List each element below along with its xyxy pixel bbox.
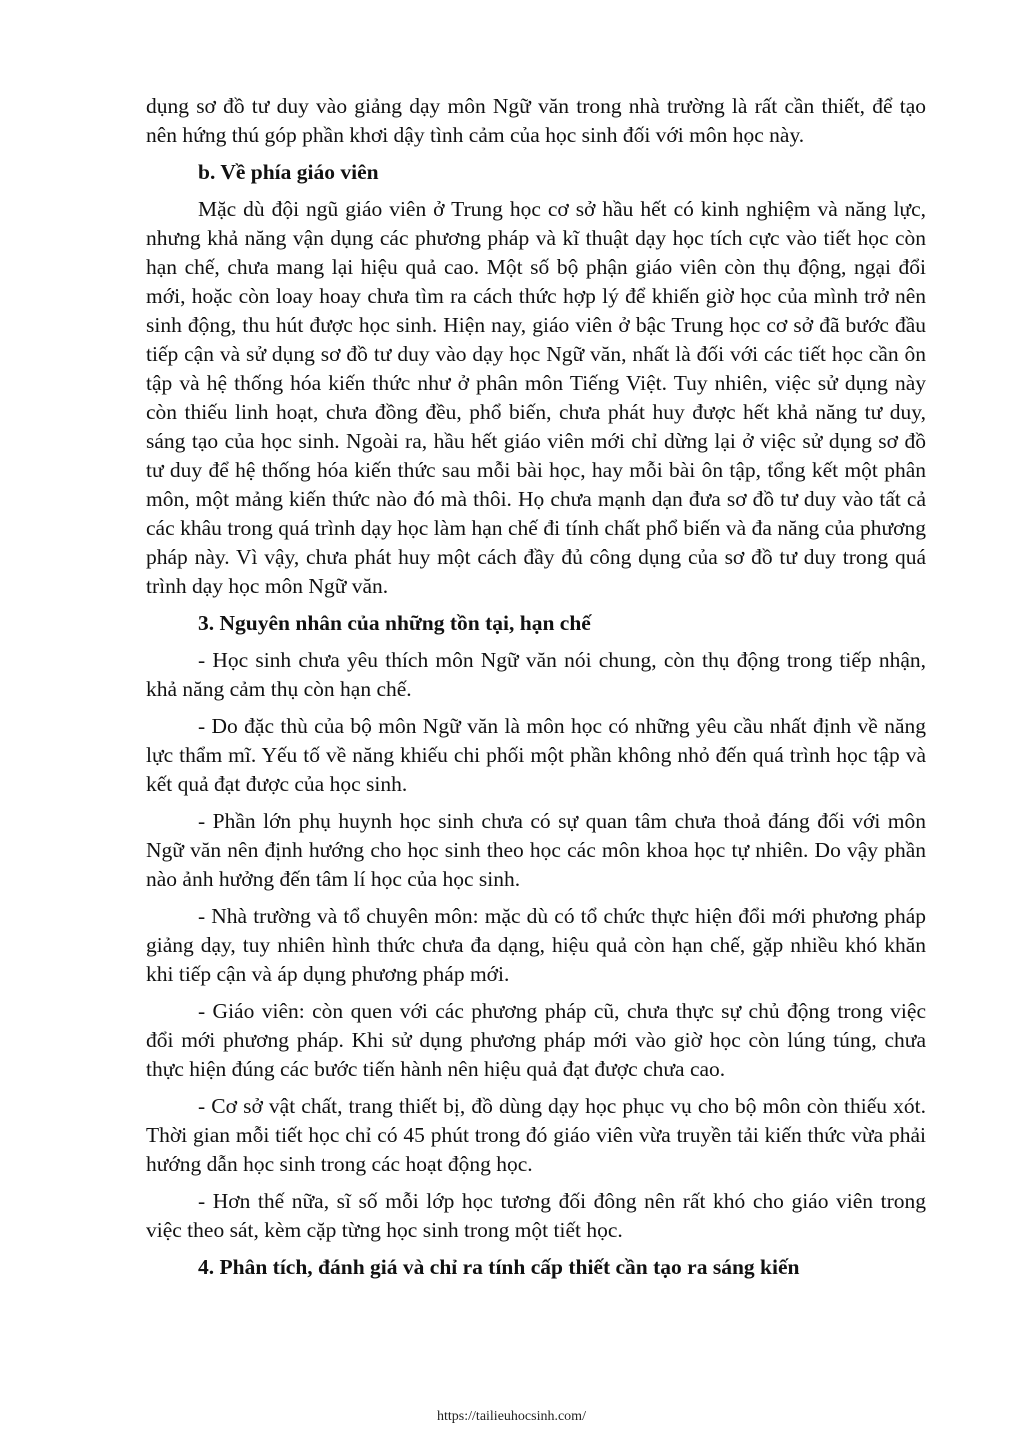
bullet-students: - Học sinh chưa yêu thích môn Ngữ văn nói chung, còn thụ động trong tiếp nhận, khả năng cảm thụ còn hạn chế. [146,648,926,701]
bullet-subject-nature: - Do đặc thù của bộ môn Ngữ văn là môn học có những yêu cầu nhất định về năng lực thẩm mĩ. Yếu tố về năng khiếu chi phối một phần không nhỏ đến quá trình học tập và kết quả đạt được của học sinh. [146,714,926,796]
document-page [146,92,926,1290]
bullet-teachers: - Giáo viên: còn quen với các phương pháp cũ, chưa thực sự chủ động trong việc đổi mới phương pháp. Khi sử dụng phương pháp mới vào giờ học còn lúng túng, chưa thực hiện đúng các bước tiến hành nên hiệu quả đạt được chưa cao. [146,999,926,1081]
bullet-school: - Nhà trường và tổ chuyên môn: mặc dù có tổ chức thực hiện đổi mới phương pháp giảng dạy, tuy nhiên hình thức chưa đa dạng, hiệu quả còn hạn chế, gặp nhiều khó khăn khi tiếp cận và áp dụng phương pháp mới. [146,904,926,986]
bullet-parents: - Phần lớn phụ huynh học sinh chưa có sự quan tâm chưa thoả đáng đối với môn Ngữ văn nên định hướng cho học sinh theo học các môn khoa học tự nhiên. Do vậy phần nào ảnh hưởng đến tâm lí học của học sinh. [146,809,926,891]
footer-url[interactable]: https://tailieuhocsinh.com/ [437,1409,586,1424]
bullet-facilities: - Cơ sở vật chất, trang thiết bị, đồ dùng dạy học phục vụ cho bộ môn còn thiếu xót. Thời gian mỗi tiết học chỉ có 45 phút trong đó giáo viên vừa truyền tải kiến thức vừa phải hướng dẫn học sinh trong các hoạt động học. [146,1094,926,1176]
paragraph-teacher-side: Mặc dù đội ngũ giáo viên ở Trung học cơ sở hầu hết có kinh nghiệm và năng lực, nhưng khả năng vận dụng các phương pháp và kĩ thuật dạy học tích cực vào tiết học còn hạn chế, chưa mang lại hiệu quả cao. Một số bộ phận giáo viên còn thụ động, ngại đổi mới, hoặc còn loay hoay chưa tìm ra cách thức hợp lý để khiến giờ học của mình trở nên sinh động, thu hút được học sinh. Hiện nay, giáo viên ở bậc Trung học cơ sở đã bước đầu tiếp cận và sử dụng sơ đồ tư duy vào dạy học Ngữ văn, nhất là đối với các tiết học cần ôn tập và hệ thống hóa kiến thức như ở phân môn Tiếng Việt. Tuy nhiên, việc sử dụng này còn thiếu linh hoạt, chưa đồng đều, phổ biến, chưa phát huy được hết khả năng tư duy, sáng tạo của học sinh. Ngoài ra, hầu hết giáo viên mới chỉ dừng lại ở việc sử dụng sơ đồ tư duy để hệ thống hóa kiến thức sau mỗi bài học, hay mỗi bài ôn tập, tổng kết một phân môn, một mảng kiến thức nào đó mà thôi. Họ chưa mạnh dạn đưa sơ đồ tư duy vào tất cả các khâu trong quá trình dạy học làm hạn chế đi tính chất phổ biến và đa năng của phương pháp này. Vì vậy, chưa phát huy một cách đầy đủ công dụng của sơ đồ tư duy trong quá trình dạy học môn Ngữ văn. [146,197,926,598]
paragraph-continuation: dụng sơ đồ tư duy vào giảng dạy môn Ngữ văn trong nhà trường là rất cần thiết, để tạo nên hứng thú góp phần khơi dậy tình cảm của học sinh đối với môn học này. [146,94,926,147]
heading-4-analysis: 4. Phân tích, đánh giá và chỉ ra tính cấp thiết cần tạo ra sáng kiến [198,1255,800,1279]
bullet-class-size: - Hơn thế nữa, sĩ số mỗi lớp học tương đối đông nên rất khó cho giáo viên trong việc theo sát, kèm cặp từng học sinh trong một tiết học. [146,1189,926,1242]
heading-b-teacher-side: b. Về phía giáo viên [198,160,379,184]
heading-3-causes: 3. Nguyên nhân của những tồn tại, hạn chế [198,611,591,635]
